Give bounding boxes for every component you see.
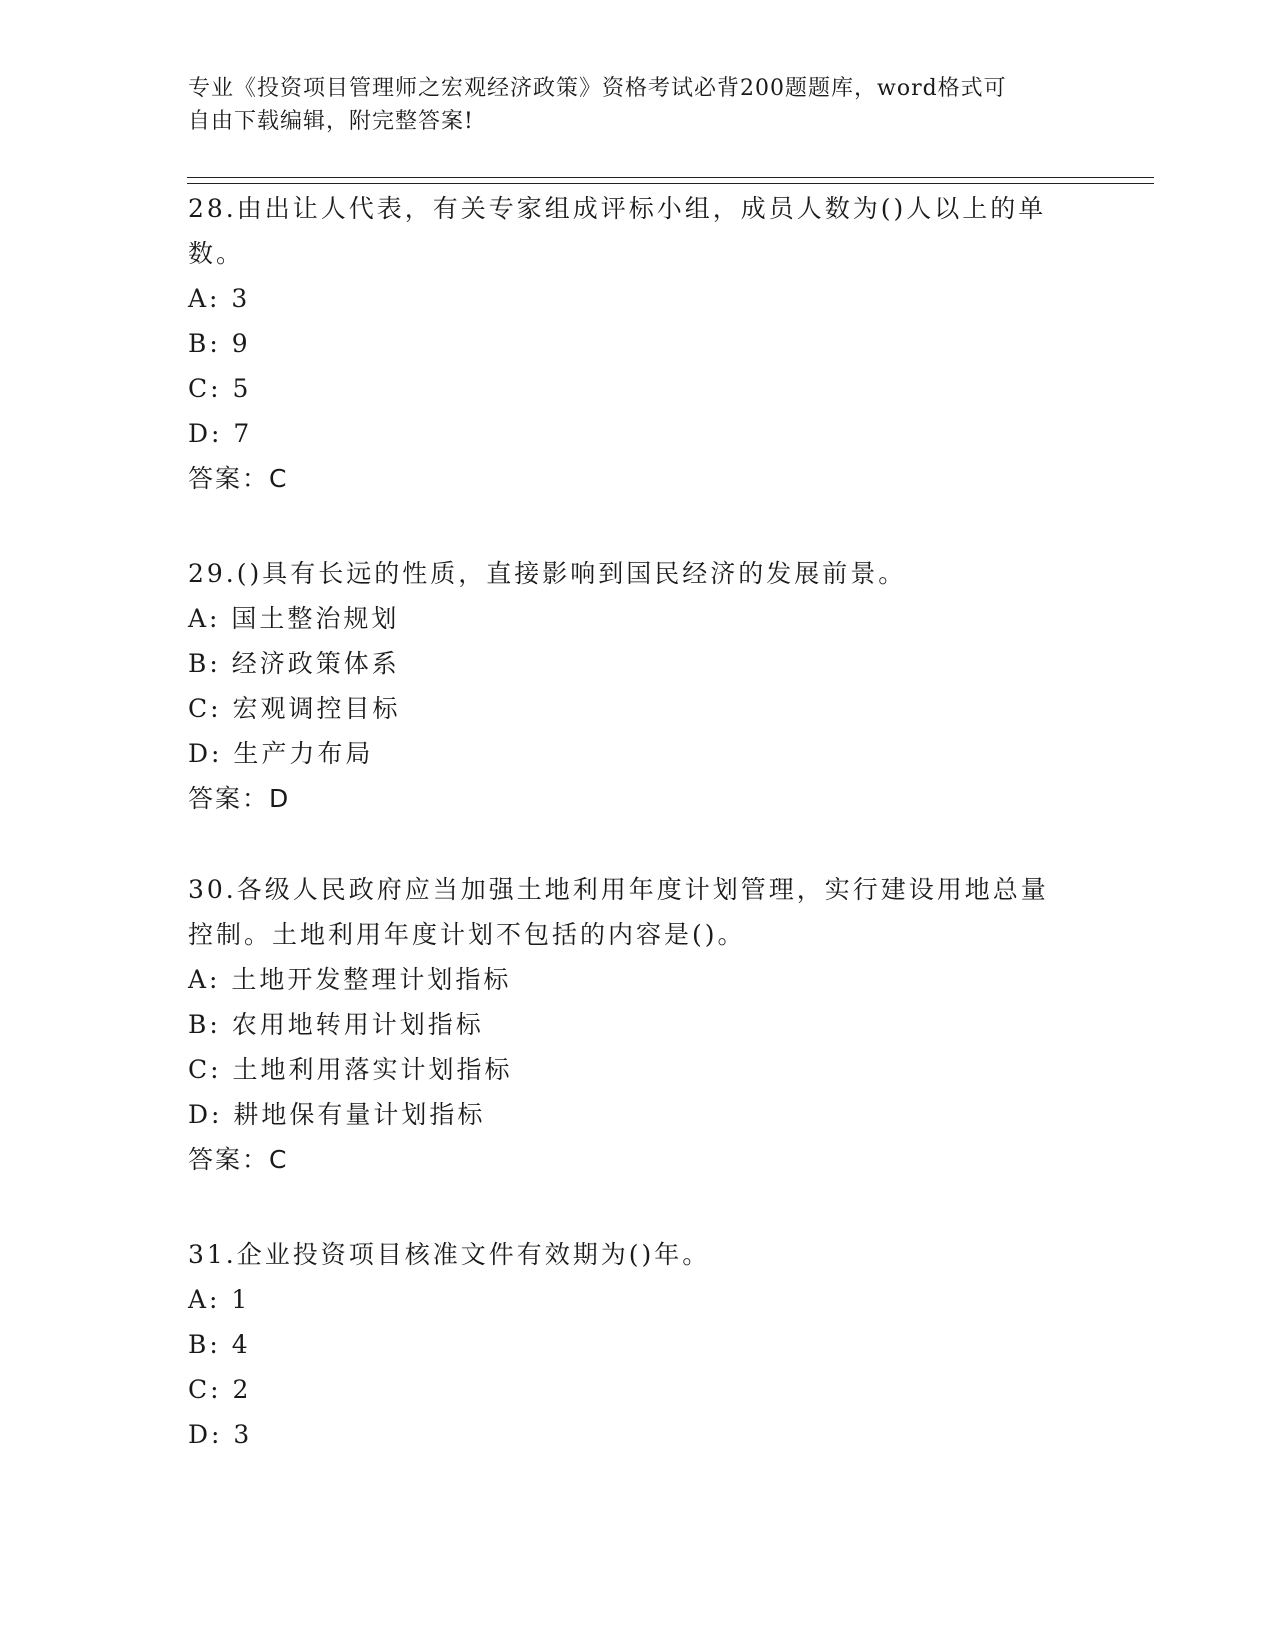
option-a: A: 土地开发整理计划指标 xyxy=(188,965,512,994)
option-c: C: 土地利用落实计划指标 xyxy=(188,1055,513,1084)
document-header xyxy=(188,72,1068,138)
answer: 答案：C xyxy=(188,1145,289,1174)
option-b: B: 农用地转用计划指标 xyxy=(188,1010,484,1039)
question-stem: 30.各级人民政府应当加强土地利用年度计划管理，实行建设用地总量 xyxy=(188,875,1049,904)
option-d: D: 3 xyxy=(188,1420,253,1449)
question-stem: 29.()具有长远的性质，直接影响到国民经济的发展前景。 xyxy=(188,559,907,588)
option-a: A: 1 xyxy=(188,1285,251,1314)
option-d: D: 7 xyxy=(188,419,253,448)
option-a: A: 国土整治规划 xyxy=(188,604,400,633)
option-c: C: 2 xyxy=(188,1375,252,1404)
question-30 xyxy=(188,867,1088,1182)
question-stem: 31.企业投资项目核准文件有效期为()年。 xyxy=(188,1240,711,1269)
option-b: B: 经济政策体系 xyxy=(188,649,400,678)
answer: 答案：C xyxy=(188,464,289,493)
option-b: B: 9 xyxy=(188,329,251,358)
answer: 答案：D xyxy=(188,784,291,813)
question-stem-continued: 数。 xyxy=(188,239,245,268)
question-28 xyxy=(188,186,1088,501)
header-line-2: 自由下载编辑，附完整答案! xyxy=(188,109,474,134)
option-d: D: 生产力布局 xyxy=(188,739,374,768)
header-divider-top xyxy=(187,177,1154,178)
question-stem: 28.由出让人代表，有关专家组成评标小组，成员人数为()人以上的单 xyxy=(188,194,1047,223)
question-stem-continued: 控制。土地利用年度计划不包括的内容是()。 xyxy=(188,920,746,949)
question-29 xyxy=(188,551,1088,821)
question-31 xyxy=(188,1232,1088,1457)
header-line-1: 专业《投资项目管理师之宏观经济政策》资格考试必背200题题库，word格式可 xyxy=(188,76,1007,101)
option-c: C: 5 xyxy=(188,374,252,403)
option-b: B: 4 xyxy=(188,1330,251,1359)
option-d: D: 耕地保有量计划指标 xyxy=(188,1100,486,1129)
header-divider-bottom xyxy=(187,183,1154,184)
option-c: C: 宏观调控目标 xyxy=(188,694,401,723)
option-a: A: 3 xyxy=(188,284,251,313)
